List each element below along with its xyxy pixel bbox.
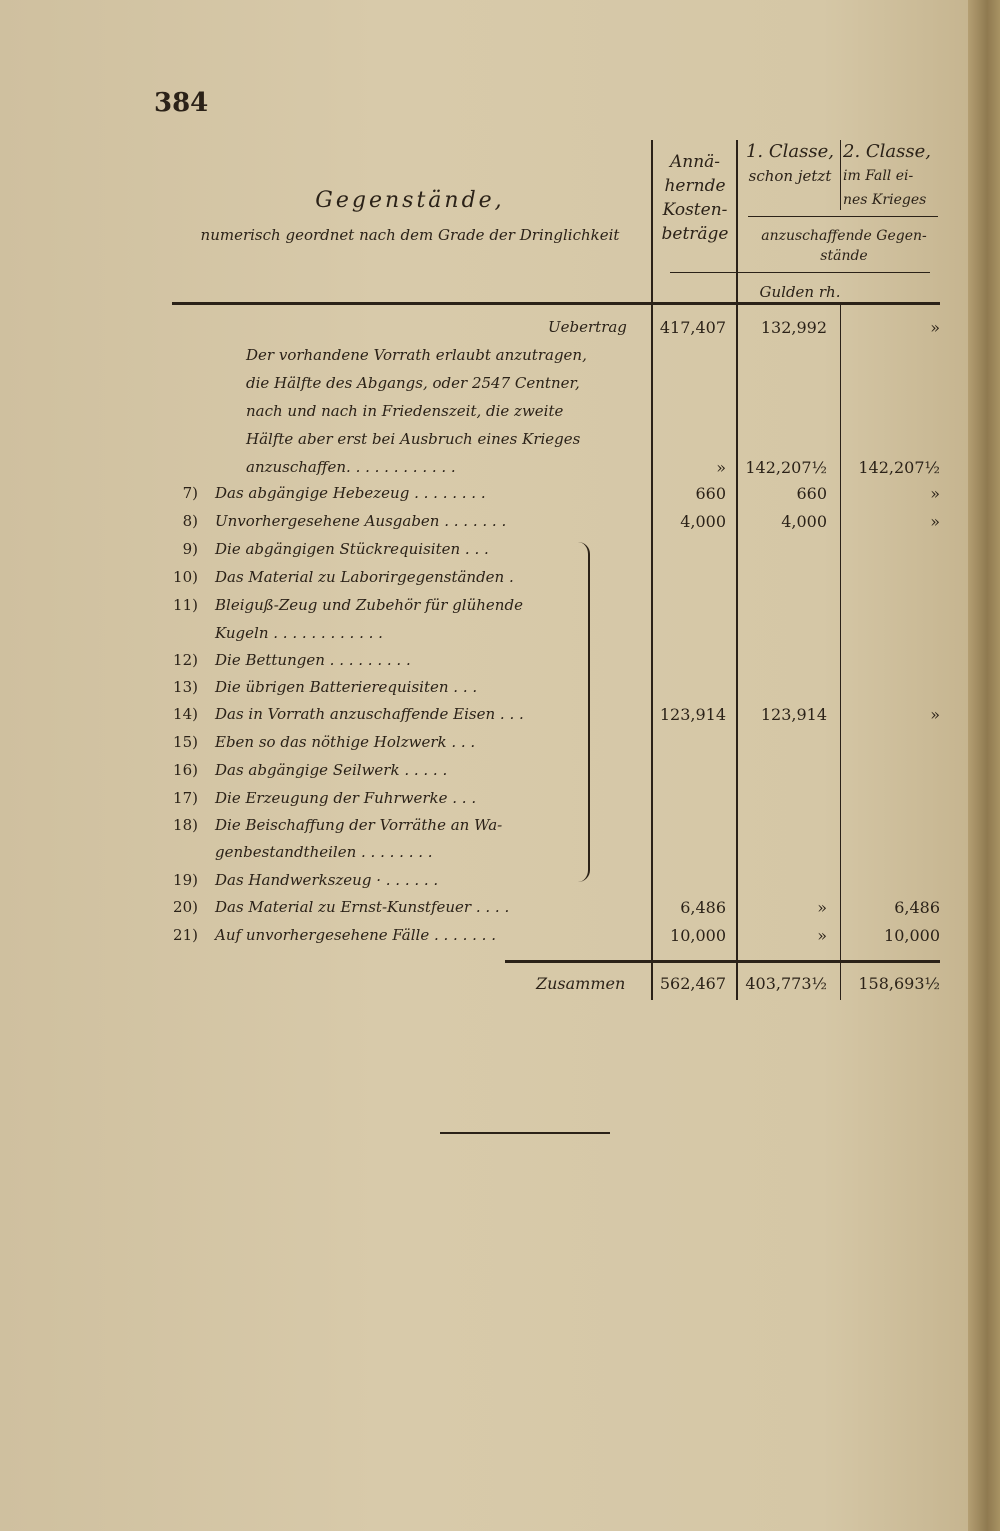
total-klasse2: 158,693½ bbox=[858, 974, 940, 993]
row-value-v1: 417,407 bbox=[659, 318, 726, 337]
row-text: Das abgängige Seilwerk . . . . . bbox=[215, 761, 448, 779]
row-index: 8) bbox=[182, 512, 198, 530]
row-value-v1: » bbox=[716, 458, 726, 477]
row-text: Die Bettungen . . . . . . . . . bbox=[215, 651, 411, 669]
row-value-v2: 4,000 bbox=[781, 512, 827, 531]
row-value-v3: » bbox=[930, 318, 940, 337]
col-head-bracket bbox=[740, 226, 948, 266]
col-head-kosten bbox=[655, 150, 735, 246]
total-rule bbox=[505, 960, 940, 963]
row-text: Die Beischaffung der Vorräthe an Wa- bbox=[215, 816, 503, 834]
row-value-v3: 6,486 bbox=[894, 898, 940, 917]
row-value-v2: 132,992 bbox=[760, 318, 827, 337]
row-value-v3: » bbox=[930, 484, 940, 503]
total-klasse1: 403,773½ bbox=[745, 974, 827, 993]
row-value-v1: 4,000 bbox=[680, 512, 726, 531]
page-edge bbox=[968, 0, 1000, 1531]
col-head-klasse1 bbox=[740, 140, 840, 188]
header-rule bbox=[172, 302, 940, 305]
row-text: Das abgängige Hebezeug . . . . . . . . bbox=[215, 484, 486, 502]
col-head-kosten-line: hernde bbox=[664, 176, 726, 196]
row-index: 19) bbox=[173, 871, 198, 889]
row-index: 9) bbox=[182, 540, 198, 558]
page-number: 384 bbox=[154, 88, 209, 118]
row-text: Das Handwerkszeug · . . . . . . bbox=[215, 871, 439, 889]
row-index: 15) bbox=[173, 733, 198, 751]
row-index: 18) bbox=[173, 816, 198, 834]
row-index: 21) bbox=[173, 926, 198, 944]
row-value-v2: 660 bbox=[796, 484, 827, 503]
col-divider bbox=[840, 140, 841, 210]
row-text: Bleiguß-Zeug und Zubehör für glühende bbox=[215, 596, 523, 614]
header-subtitle: numerisch geordnet nach dem Grade der Dringlichkeit bbox=[200, 226, 620, 244]
row-value-v3: » bbox=[930, 512, 940, 531]
row-text: Das Material zu Laborirgegenständen . bbox=[215, 568, 514, 586]
col-divider bbox=[736, 140, 738, 1000]
row-index: 12) bbox=[173, 651, 198, 669]
row-text: Hälfte aber erst bei Ausbruch eines Krieges bbox=[246, 430, 581, 448]
col-head-kosten-line: beträge bbox=[661, 224, 729, 244]
col-head-bracket-line: anzuschaffende Gegen- bbox=[761, 228, 927, 244]
header-title: Gegenstände, bbox=[315, 188, 505, 213]
row-text: Das Material zu Ernst-Kunstfeuer . . . . bbox=[215, 898, 510, 916]
row-text: nach und nach in Friedenszeit, die zweite bbox=[246, 402, 564, 420]
total-label: Zusammen bbox=[536, 974, 626, 993]
row-value-v3: 142,207½ bbox=[858, 458, 940, 477]
row-value-v2: 142,207½ bbox=[745, 458, 827, 477]
col-divider bbox=[651, 140, 653, 1000]
row-text: die Hälfte des Abgangs, oder 2547 Centner, bbox=[246, 374, 580, 392]
row-text: Eben so das nöthige Holzwerk . . . bbox=[215, 733, 476, 751]
row-text: Die abgängigen Stückrequisiten . . . bbox=[215, 540, 489, 558]
row-value-v3: 10,000 bbox=[884, 926, 940, 945]
row-text: anzuschaffen. . . . . . . . . . . . bbox=[246, 458, 456, 476]
row-text: Die übrigen Batterierequisiten . . . bbox=[215, 678, 478, 696]
ornament-rule bbox=[440, 1132, 610, 1134]
row-value-v1: 123,914 bbox=[659, 705, 726, 724]
row-value-v2: 123,914 bbox=[760, 705, 827, 724]
col-head-unit: Gulden rh. bbox=[759, 283, 841, 301]
total-kosten: 562,467 bbox=[659, 974, 726, 993]
row-text: Der vorhandene Vorrath erlaubt anzutragen, bbox=[246, 346, 587, 364]
row-value-v1: 660 bbox=[695, 484, 726, 503]
row-text: genbestandtheilen . . . . . . . . bbox=[215, 843, 433, 861]
row-index: 11) bbox=[173, 596, 198, 614]
row-value-v2: » bbox=[817, 926, 827, 945]
row-text: Das in Vorrath anzuschaffende Eisen . . . bbox=[215, 705, 524, 723]
row-text: Auf unvorhergesehene Fälle . . . . . . . bbox=[215, 926, 496, 944]
row-value-v1: 10,000 bbox=[670, 926, 726, 945]
col-head-bracket-line: stände bbox=[820, 248, 868, 264]
col-head-klasse1-line: schon jetzt bbox=[748, 167, 832, 185]
col-head-kosten-line: Kosten- bbox=[662, 200, 728, 220]
row-index: 17) bbox=[173, 789, 198, 807]
row-text: Kugeln . . . . . . . . . . . . bbox=[215, 624, 383, 642]
col-head-klasse2-line: im Fall ei- bbox=[843, 168, 914, 184]
row-index: 20) bbox=[173, 898, 198, 916]
row-index: 14) bbox=[173, 705, 198, 723]
col-head-klasse1-line: 1. Classe, bbox=[745, 141, 834, 162]
bracket-rule bbox=[748, 216, 938, 217]
col-head-klasse2-line: nes Krieges bbox=[843, 192, 927, 208]
col-head-kosten-line: Annä- bbox=[669, 152, 721, 172]
row-value-v2: » bbox=[817, 898, 827, 917]
brace bbox=[574, 542, 590, 882]
row-index: 10) bbox=[173, 568, 198, 586]
row-index: 16) bbox=[173, 761, 198, 779]
col-divider bbox=[840, 305, 841, 1000]
col-head-klasse2-line: 2. Classe, bbox=[843, 141, 932, 162]
row-value-v1: 6,486 bbox=[680, 898, 726, 917]
col-head-klasse2 bbox=[843, 140, 948, 212]
row-text: Die Erzeugung der Fuhrwerke . . . bbox=[215, 789, 477, 807]
row-index: 7) bbox=[182, 484, 198, 502]
row-value-v3: » bbox=[930, 705, 940, 724]
row-text: Uebertrag bbox=[548, 318, 627, 336]
unit-rule bbox=[670, 272, 930, 273]
row-index: 13) bbox=[173, 678, 198, 696]
row-text: Unvorhergesehene Ausgaben . . . . . . . bbox=[215, 512, 507, 530]
